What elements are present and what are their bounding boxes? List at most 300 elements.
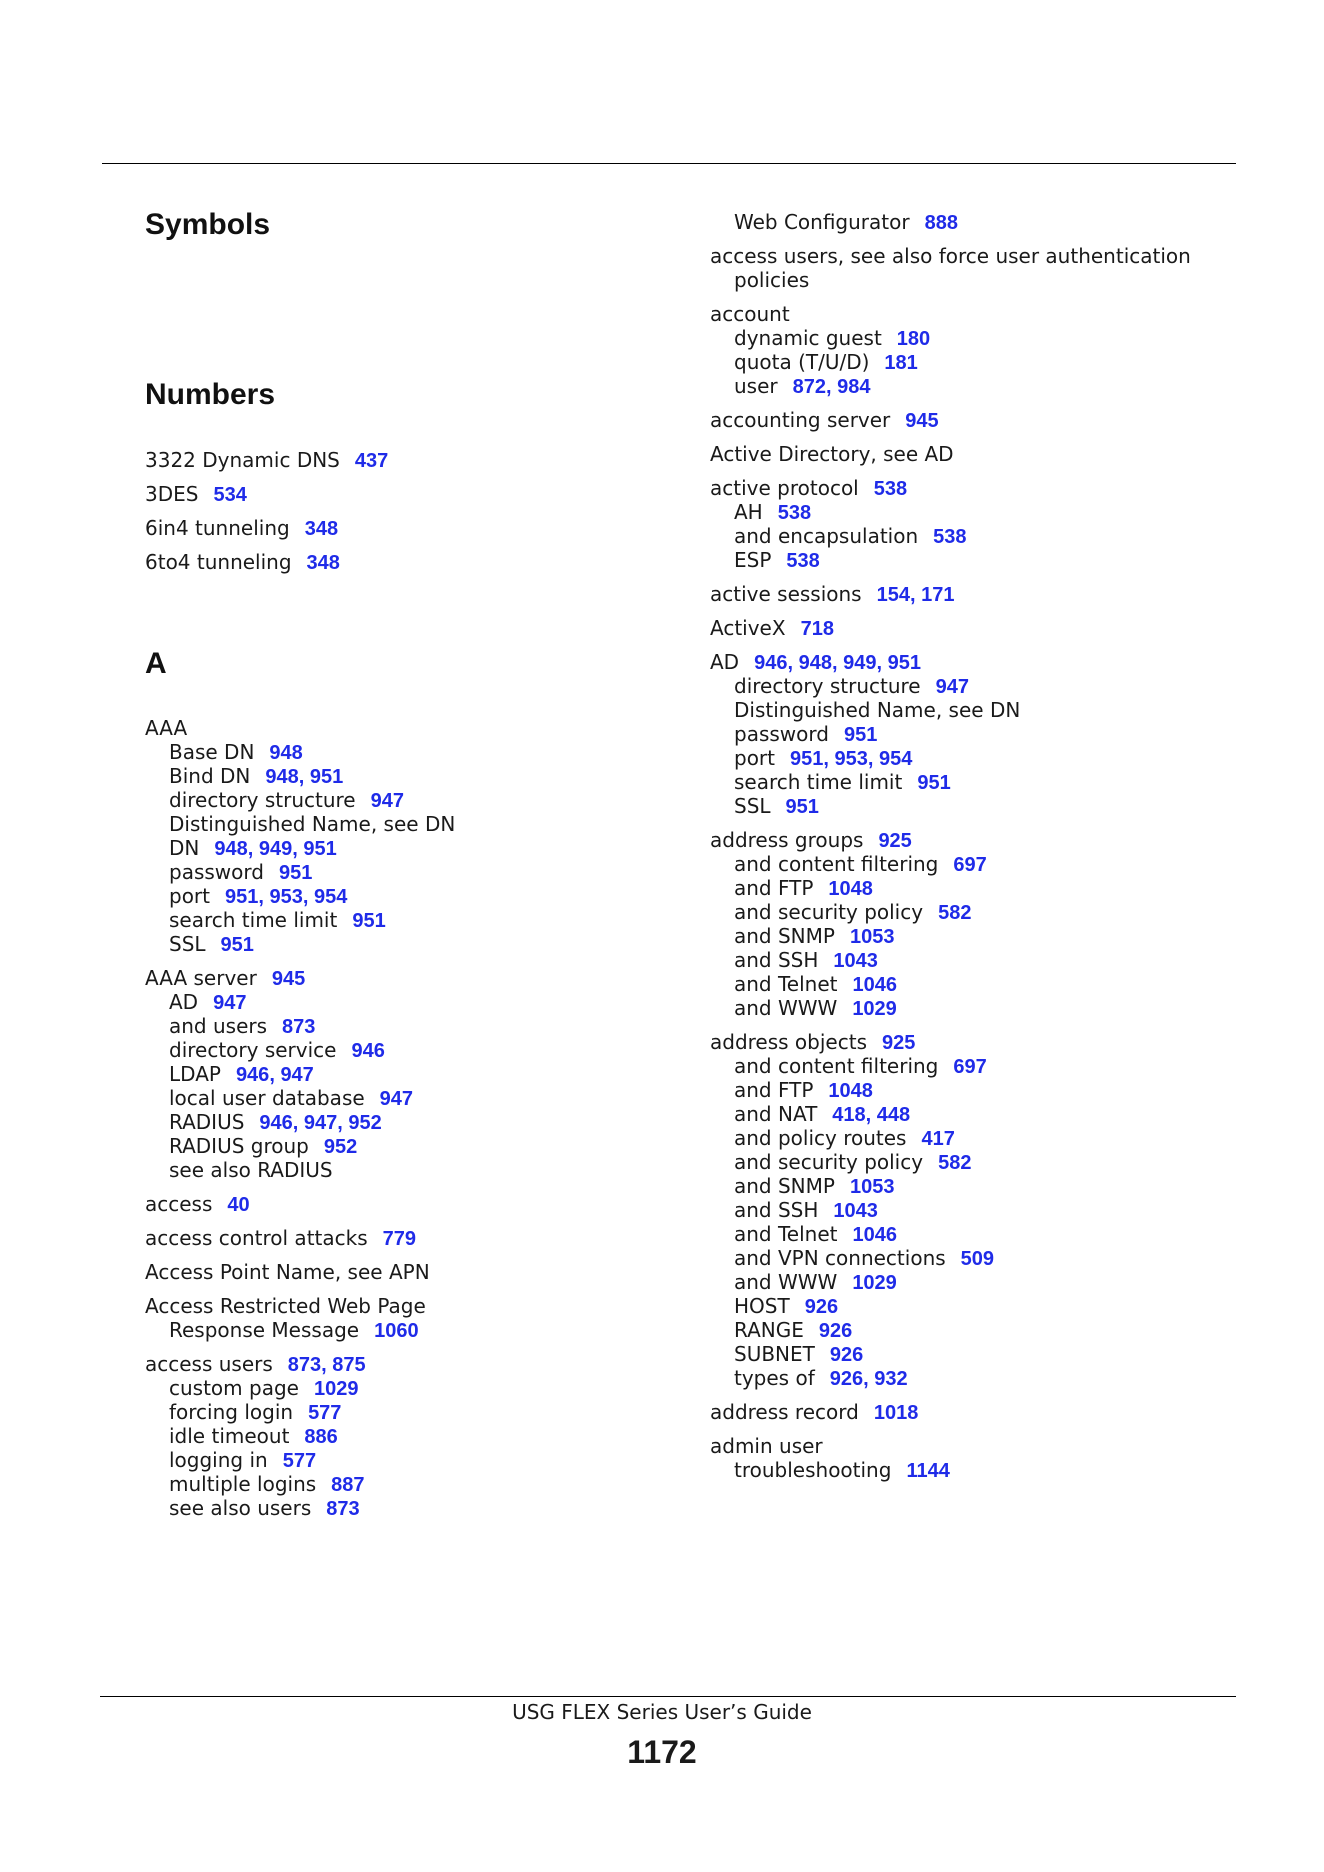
page-link[interactable]: 1018 [873,1402,919,1424]
index-subterm-line [145,1448,705,1472]
index-term: Access Restricted Web Page [145,1294,426,1318]
index-subterm: RADIUS [169,1110,245,1134]
index-subterm: and SSH [734,948,819,972]
page-refs [380,1086,413,1110]
index-term-line [710,476,1270,500]
page-refs [371,788,404,812]
page-separator: , [826,376,838,398]
page-link[interactable]: 947 [303,1112,338,1134]
page-refs [819,1318,852,1342]
index-term: 3DES [145,482,199,506]
index-subterm: Distinguished Name, see DN [169,812,456,836]
index-subterm-line [710,770,1270,794]
index-subterm: port [734,746,775,770]
index-subterm: and NAT [734,1102,818,1126]
page-refs [383,1226,416,1250]
index-subterm: troubleshooting [734,1458,892,1482]
index-subterm-line [710,900,1270,924]
index-subterm: dynamic guest [734,326,882,350]
index-subterm: and SNMP [734,1174,835,1198]
page-link[interactable]: 534 [213,484,247,506]
page-link[interactable]: 953 [269,886,303,908]
page-link[interactable]: 947 [370,790,404,812]
page-link[interactable]: 171 [921,584,955,606]
index-subterm-line [145,1086,705,1110]
page-link[interactable]: 437 [354,450,389,472]
index-subterm-line [710,698,1270,722]
page-refs [790,746,912,770]
index-subterm: Base DN [169,740,255,764]
page-refs [938,900,971,924]
index-subterm: user [734,374,778,398]
page-refs [288,1352,366,1376]
page-refs [778,500,811,524]
index-subterm: Response Message [169,1318,360,1342]
page-refs [793,374,871,398]
page-link[interactable]: 1029 [852,1272,897,1294]
page-refs [227,1192,249,1216]
index-entry [710,828,1270,1020]
page-link[interactable]: 582 [938,1152,972,1174]
index-term-line [710,302,1270,326]
index-subterm: and FTP [734,1078,814,1102]
page-link[interactable]: 946 [351,1040,385,1062]
index-subterm: port [169,884,210,908]
page-link[interactable]: 1043 [833,950,878,972]
page-link[interactable]: 886 [304,1426,338,1448]
index-subterm: SUBNET [734,1342,815,1366]
index-entry [710,1434,1270,1482]
page-refs [832,1102,910,1126]
page-link[interactable]: 926 [804,1296,839,1318]
page-link[interactable]: 948 [214,838,248,860]
page-refs [884,350,917,374]
page-link[interactable]: 925 [878,830,912,852]
index-subterm-line [710,1150,1270,1174]
page-link[interactable]: 872 [792,376,826,398]
page-refs [828,1078,873,1102]
page-refs [259,1110,381,1134]
page-link[interactable]: 926 [818,1320,853,1342]
index-subterm: LDAP [169,1062,221,1086]
page-separator: , [909,584,922,606]
index-term-continuation: policies [734,268,810,292]
index-subterm: types of [734,1366,815,1390]
page-link[interactable]: 947 [280,1064,314,1086]
page-link[interactable]: 954 [879,748,913,770]
index-term: access users [145,1352,273,1376]
index-subterm: AH [734,500,763,524]
page-link[interactable]: 582 [938,902,972,924]
index-subterm-line [710,1270,1270,1294]
page-separator: , [258,886,270,908]
index-subterm-line [145,788,705,812]
page-separator: , [269,1064,281,1086]
page-link[interactable]: 697 [953,854,987,876]
page-link[interactable]: 951 [917,772,951,794]
index-entry [145,516,705,540]
page-refs [961,1246,994,1270]
page-link[interactable]: 538 [933,526,967,548]
index-term: accounting server [710,408,891,432]
page-refs [355,448,388,472]
index-subterm-line [710,326,1270,350]
index-subterm: multiple logins [169,1472,317,1496]
page-link[interactable]: 1048 [828,1080,873,1102]
page-refs [882,1030,915,1054]
index-term-line [145,550,705,574]
index-term-line [710,1434,1270,1458]
page-link[interactable]: 945 [905,410,939,432]
page-link[interactable]: 887 [331,1474,365,1496]
index-subterm-line [145,812,705,836]
index-subterm-line [145,932,705,956]
page-link[interactable]: 577 [282,1450,317,1472]
index-subterm: Bind DN [169,764,251,788]
index-entry [145,1192,705,1216]
page-refs [374,1318,419,1342]
page-link[interactable]: 873 [326,1498,360,1520]
index-subterm: forcing login [169,1400,294,1424]
index-subterm: local user database [169,1086,365,1110]
index-subterm: and SNMP [734,924,835,948]
page-link[interactable]: 951 [785,796,819,818]
index-entry [145,550,705,574]
index-subterm-line [145,1472,705,1496]
index-subterm: and users [169,1014,268,1038]
index-subterm-line [145,884,705,908]
page-link[interactable]: 1060 [374,1320,419,1342]
page-link[interactable]: 40 [227,1194,250,1216]
page-separator: , [292,1112,304,1134]
index-subterm-line [710,1174,1270,1198]
index-term: access users, see also force user authentication [710,244,1191,268]
page-link[interactable]: 348 [304,518,339,540]
page-link[interactable]: 951 [352,910,386,932]
index-subterm-line [145,860,705,884]
index-subterm: and policy routes [734,1126,907,1150]
index-subterm: password [734,722,829,746]
page-link[interactable]: 951 [220,934,254,956]
index-subterm-line [145,1400,705,1424]
index-subterm-line [710,1126,1270,1150]
page-refs [283,1448,316,1472]
page-link[interactable]: 926 [829,1368,864,1390]
index-entry [145,1226,705,1250]
page-link[interactable]: 417 [921,1128,955,1150]
index-term-line [710,1030,1270,1054]
header-rule [102,163,1236,164]
index-subterm-line [145,1318,705,1342]
page-refs [830,1342,863,1366]
index-term: Active Directory, see AD [710,442,954,466]
page-refs [754,650,921,674]
page-refs [305,516,338,540]
page-link[interactable]: 888 [924,212,958,234]
page-refs [225,884,347,908]
page-refs [269,740,302,764]
page-separator: , [863,1368,875,1390]
page-link[interactable]: 949 [258,838,293,860]
page-link[interactable]: 577 [308,1402,342,1424]
index-term: 6in4 tunneling [145,516,290,540]
page-refs [917,770,950,794]
page-link[interactable]: 951 [278,862,313,884]
page-link[interactable]: 418 [832,1104,866,1126]
page-link[interactable]: 945 [271,968,306,990]
page-link[interactable]: 984 [837,376,871,398]
index-term-line [145,482,705,506]
page-link[interactable]: 1043 [833,1200,878,1222]
index-term-line [145,1226,705,1250]
index-subterm-line [145,908,705,932]
section-heading-numbers: Numbers [145,378,276,411]
page-link[interactable]: 946 [259,1112,293,1134]
page-link[interactable]: 932 [874,1368,908,1390]
index-subterm: see also RADIUS [169,1158,333,1182]
page-separator: , [337,1112,349,1134]
page-link[interactable]: 1029 [313,1378,359,1400]
index-term: AAA server [145,966,257,990]
page-link[interactable]: 951 [843,724,878,746]
index-subterm: quota (T/U/D) [734,350,870,374]
index-subterm-line [145,1134,705,1158]
page-link[interactable]: 946 [235,1064,270,1086]
index-subterm-line [710,1366,1270,1390]
section-heading-symbols: Symbols [145,208,271,241]
index-subterm-line [710,794,1270,818]
index-subterm-line [710,1078,1270,1102]
index-subterm: directory structure [734,674,921,698]
page-refs [852,996,897,1020]
index-subterm-line [710,948,1270,972]
page-link[interactable]: 948 [798,652,832,674]
index-term-line [145,516,705,540]
page-link[interactable]: 925 [881,1032,916,1054]
index-subterm-line [710,1342,1270,1366]
index-term: AAA [145,716,188,740]
page-number: 1172 [627,1734,697,1770]
index-subterm: and encapsulation [734,524,919,548]
index-term: 6to4 tunneling [145,550,292,574]
page-refs [878,828,911,852]
page-refs [853,1222,898,1246]
index-term: admin user [710,1434,823,1458]
page-link[interactable]: 538 [777,502,812,524]
page-refs [897,326,930,350]
index-subterm: directory service [169,1038,337,1062]
page-refs [213,990,246,1014]
index-subterm-line [145,1158,705,1182]
right-index-list [710,210,1270,1482]
index-term: AD [710,650,740,674]
page-link[interactable]: 1048 [828,878,873,900]
index-term-line [145,716,705,740]
page-separator: , [867,748,879,770]
page-refs [282,1014,315,1038]
index-entry [710,442,1270,466]
index-subterm: see also users [169,1496,312,1520]
index-subterm: and WWW [734,996,838,1020]
index-subterm: idle timeout [169,1424,290,1448]
index-term: 3322 Dynamic DNS [145,448,340,472]
page-link[interactable]: 946 [754,652,788,674]
page-link[interactable]: 779 [382,1228,417,1250]
page-refs [850,924,895,948]
page-separator: , [823,748,835,770]
page-refs [221,932,254,956]
page-separator: , [302,886,314,908]
page-link[interactable]: 951 [303,838,337,860]
page-link[interactable]: 875 [332,1354,366,1376]
index-entry [710,210,1270,234]
page-link[interactable]: 952 [323,1136,358,1158]
index-subterm-line [710,500,1270,524]
page-refs [905,408,938,432]
index-subterm: Web Configurator [734,210,910,234]
page-link[interactable]: 1046 [852,1224,897,1246]
page-refs [874,1400,919,1424]
page-link[interactable]: 1053 [849,926,895,948]
index-term-line [145,1352,705,1376]
index-term-line [710,616,1270,640]
index-subterm-line [710,524,1270,548]
index-subterm: and security policy [734,1150,924,1174]
page-link[interactable]: 947 [935,676,969,698]
page-refs [351,1038,384,1062]
page-refs [936,674,969,698]
page-link[interactable]: 509 [960,1248,995,1270]
a-index-list [145,716,705,1520]
page-link[interactable]: 947 [379,1088,414,1110]
numbers-index-list [145,448,705,574]
page-refs [314,1376,359,1400]
index-subterm: and security policy [734,900,924,924]
index-subterm: custom page [169,1376,299,1400]
page-refs [853,972,898,996]
page-refs [307,550,340,574]
index-entry [710,476,1270,572]
index-subterm: logging in [169,1448,268,1472]
page-link[interactable]: 952 [348,1112,382,1134]
index-subterm: DN [169,836,200,860]
page-link[interactable]: 873 [282,1016,316,1038]
page-link[interactable]: 1046 [852,974,897,996]
index-subterm-line [710,722,1270,746]
page-separator: , [247,838,259,860]
page-link[interactable]: 951 [790,748,824,770]
page-refs [953,1054,986,1078]
page-link[interactable]: 948 [269,742,303,764]
index-subterm: search time limit [734,770,903,794]
index-subterm-line [145,990,705,1014]
index-entry [710,1030,1270,1390]
page-link[interactable]: 951 [225,886,259,908]
page-refs [265,764,343,788]
page-refs [833,948,878,972]
page-refs [279,860,312,884]
index-term-line [710,244,1270,268]
index-term: access control attacks [145,1226,368,1250]
index-subterm-line [145,1062,705,1086]
page-link[interactable]: 926 [829,1344,864,1366]
page-link[interactable]: 718 [800,618,834,640]
page-refs [833,1198,878,1222]
page-link[interactable]: 1053 [849,1176,895,1198]
page-link[interactable]: 1029 [852,998,897,1020]
index-subterm: and FTP [734,876,814,900]
index-term: access [145,1192,213,1216]
page-refs [852,1270,897,1294]
index-entry [710,302,1270,398]
page-link[interactable]: 948 [265,766,299,788]
page-link[interactable]: 1144 [906,1460,950,1482]
page-refs [844,722,877,746]
index-entry [145,716,705,956]
index-subterm-line [145,1038,705,1062]
index-subterm-line [145,1110,705,1134]
index-term: address record [710,1400,859,1424]
index-subterm: RANGE [734,1318,804,1342]
index-subterm-line [145,1376,705,1400]
index-entry [710,1400,1270,1424]
page-link[interactable]: 538 [873,478,908,500]
page-link[interactable]: 448 [876,1104,911,1126]
index-term-line [710,828,1270,852]
page-link[interactable]: 951 [887,652,921,674]
index-subterm-line [710,674,1270,698]
page-refs [236,1062,314,1086]
index-subterm: AD [169,990,199,1014]
page-link[interactable]: 180 [896,328,931,350]
page-link[interactable]: 697 [953,1056,987,1078]
index-subterm-line [710,1318,1270,1342]
page-link[interactable]: 951 [309,766,344,788]
index-term: account [710,302,790,326]
index-subterm-line [710,972,1270,996]
index-subterm: and Telnet [734,972,838,996]
page-link[interactable]: 947 [213,992,247,1014]
page-refs [352,908,385,932]
index-entry [710,616,1270,640]
page-link[interactable]: 154 [876,584,910,606]
index-subterm-line [710,1458,1270,1482]
page-link[interactable]: 348 [306,552,340,574]
index-term-line [710,1400,1270,1424]
page-link[interactable]: 954 [314,886,348,908]
page-refs [805,1294,838,1318]
page-link[interactable]: 949 [843,652,877,674]
page-separator: , [865,1104,877,1126]
index-term-line [710,650,1270,674]
page-separator: , [292,838,304,860]
index-term: active protocol [710,476,859,500]
index-subterm: and WWW [734,1270,838,1294]
page-separator: , [298,766,310,788]
page-link[interactable]: 181 [884,352,918,374]
page-refs [828,876,873,900]
index-subterm: and VPN connections [734,1246,946,1270]
index-subterm-line [710,1294,1270,1318]
page-refs [213,482,246,506]
index-subterm: Distinguished Name, see DN [734,698,1021,722]
page-link[interactable]: 953 [834,748,868,770]
index-subterm-line [145,740,705,764]
page-link[interactable]: 873 [287,1354,322,1376]
page-refs [953,852,986,876]
page-refs [331,1472,364,1496]
page-link[interactable]: 538 [786,550,820,572]
